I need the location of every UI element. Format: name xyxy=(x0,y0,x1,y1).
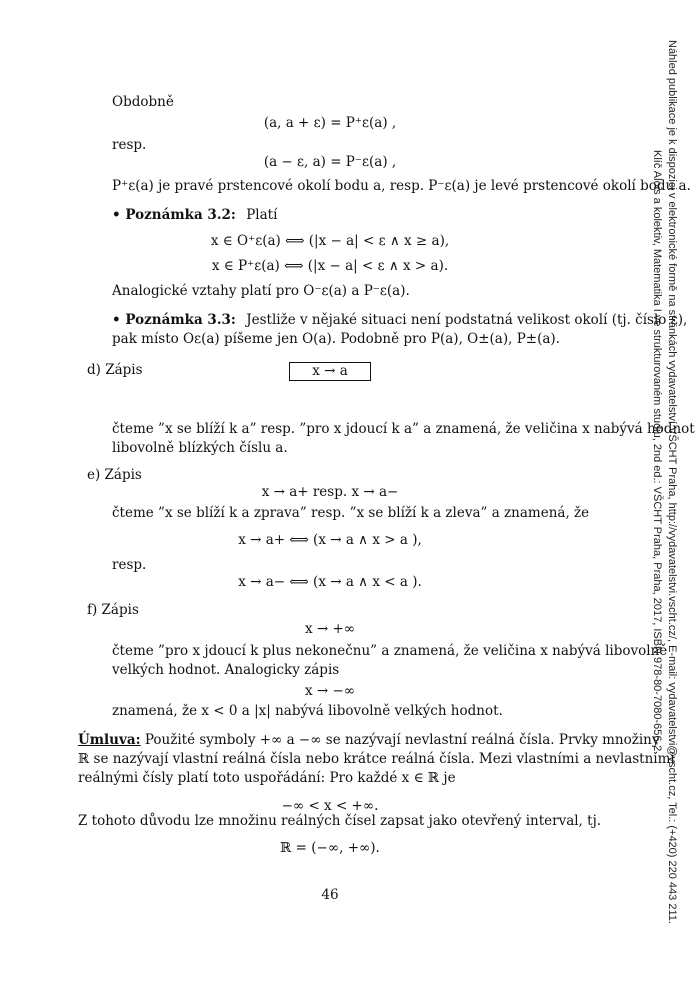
note-3-3-text-2: pak místo Oε(a) píšeme jen O(a). Podobně pro P(a), O±(a), P±(a). xyxy=(112,331,560,347)
equation-f-minus: x → −∞ xyxy=(304,683,356,699)
item-e-text-1: čteme ”x se blíží k a zprava” resp. ”x se blíží k a zleva” a znamená, že xyxy=(112,505,590,521)
note-3-3-title: • Poznámka 3.3: xyxy=(112,312,236,328)
item-f-text-1: čteme ”pro x jdoucí k plus nekonečnu” a znamená, že veličina x nabývá libovolně xyxy=(112,643,668,659)
equation-e-minus: x → a− ⟺ (x → a ∧ x < a ). xyxy=(238,574,422,590)
umluva-label: Úmluva: xyxy=(78,732,141,748)
page-number: 46 xyxy=(321,887,339,903)
equation-note-3-2-a: x ∈ O⁺ε(a) ⟺ (|x − a| < ε ∧ x ≥ a), xyxy=(210,233,450,249)
text-conclusion: Z tohoto důvodu lze množinu reálných čísel zapsat jako otevřený interval, tj. xyxy=(78,813,602,829)
text-analog-relations: Analogické vztahy platí pro O⁻ε(a) a P⁻ε(a). xyxy=(112,283,410,299)
note-3-3 xyxy=(112,311,687,329)
item-d-text-1: čteme ”x se blíží k a” resp. ”pro x jdoucí k a” a znamená, že veličina x nabývá hodnot xyxy=(112,421,695,437)
equation-d-box-wrap xyxy=(0,362,660,381)
note-3-2-text: Platí xyxy=(246,207,278,223)
item-e-label: e) Zápis xyxy=(87,467,142,483)
text-obdobne: Obdobně xyxy=(112,94,174,110)
equation-d-boxed: x → a xyxy=(289,362,371,381)
sidebar-line-2: Klíč Alois a kolektiv, Matematika I ve strukturovaném studiu, 2nd ed.: VŠCHT Praha, Praha, 2017, ISBN 978-80-7080-656-2. xyxy=(651,150,663,755)
note-3-3-text: Jestliže v nějaké situaci není podstatná velikost okolí (tj. číslo ε), xyxy=(246,312,688,328)
text-resp: resp. xyxy=(112,137,147,153)
equation-e: x → a+ resp. x → a− xyxy=(261,484,399,500)
text-neighbourhood-definition: P⁺ε(a) je pravé prstencové okolí bodu a, resp. P⁻ε(a) je levé prstencové okolí bodu a. xyxy=(112,178,691,194)
equation-left-neighbourhood: (a − ε, a) = P⁻ε(a) , xyxy=(263,154,397,170)
equation-f-plus: x → +∞ xyxy=(304,621,356,637)
item-f-text-2: velkých hodnot. Analogicky zápis xyxy=(112,662,340,678)
item-d-label: d) Zápis xyxy=(87,362,143,378)
item-d-text-2: libovolně blízkých číslu a. xyxy=(112,440,288,456)
equation-interval: ℝ = (−∞, +∞). xyxy=(280,840,380,856)
umluva-line-1 xyxy=(78,731,660,749)
equation-right-neighbourhood: (a, a + ε) = P⁺ε(a) , xyxy=(263,115,397,131)
equation-e-plus: x → a+ ⟺ (x → a ∧ x > a ), xyxy=(238,532,422,548)
umluva-text-2: ℝ se nazývají vlastní reálná čísla nebo krátce reálná čísla. Mezi vlastními a nevlastními xyxy=(78,751,675,767)
item-e-resp: resp. xyxy=(112,557,147,573)
note-3-2 xyxy=(112,206,277,224)
item-f-text-3: znamená, že x < 0 a |x| nabývá libovolně velkých hodnot. xyxy=(112,703,503,719)
sidebar-line-1: Náhled publikace je k dispozici v elektronické formě na stránkách vydavatelství VŠCHT Praha, http://vydavatelstvi.vscht.cz/, E-mail: vydavatelstvi@vscht.cz, Tel.: (+420) 220 443 211. xyxy=(666,40,678,924)
note-3-2-title: • Poznámka 3.2: xyxy=(112,207,236,223)
equation-order: −∞ < x < +∞. xyxy=(281,798,379,814)
item-f-label: f) Zápis xyxy=(87,602,139,618)
umluva-text-3: reálnými čísly platí toto uspořádání: Pro každé x ∈ ℝ je xyxy=(78,770,456,786)
umluva-text-1: Použité symboly +∞ a −∞ se nazývají nevlastní reálná čísla. Prvky množiny xyxy=(144,732,660,748)
equation-note-3-2-b: x ∈ P⁺ε(a) ⟺ (|x − a| < ε ∧ x > a). xyxy=(211,258,449,274)
